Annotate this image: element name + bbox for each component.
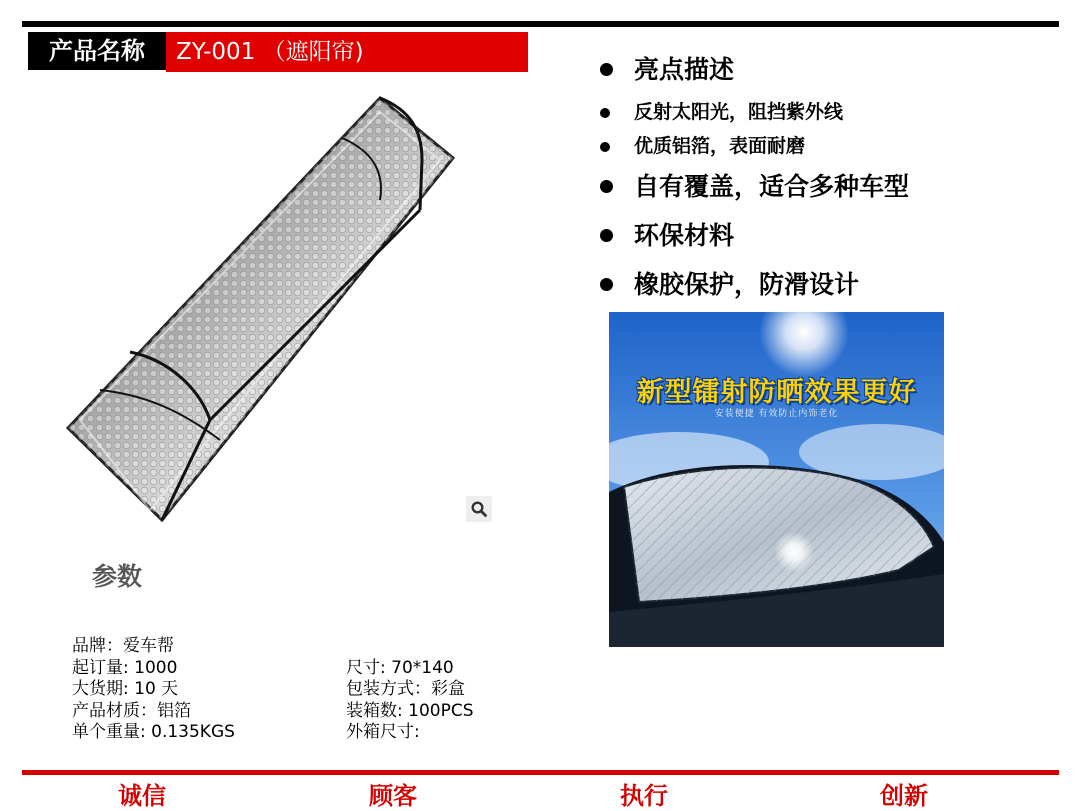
footer-word-execution: 执行 bbox=[620, 782, 668, 810]
spec-brand: 品牌：爱车帮 bbox=[72, 636, 174, 656]
product-photo bbox=[50, 90, 490, 530]
bullet-icon bbox=[600, 229, 613, 242]
spec-weight: 单个重量: 0.135KGS bbox=[72, 722, 235, 742]
highlight-text: 自有覆盖，适合多种车型 bbox=[634, 172, 910, 201]
highlight-item bbox=[600, 50, 909, 99]
highlight-item bbox=[600, 216, 909, 265]
promo-scene bbox=[609, 312, 944, 647]
product-name-label: 产品名称 bbox=[28, 32, 166, 70]
zoom-button[interactable] bbox=[466, 496, 492, 522]
highlight-text: 橡胶保护，防滑设计 bbox=[634, 270, 860, 299]
top-rule bbox=[22, 21, 1059, 27]
promo-headline: 新型镭射防晒效果更好 bbox=[636, 377, 917, 408]
specs-left bbox=[72, 636, 235, 744]
footer-word-customer: 顾客 bbox=[369, 782, 417, 810]
spec-lead-time: 大货期: 10 天 bbox=[72, 679, 179, 699]
footer-word-integrity: 诚信 bbox=[118, 782, 166, 810]
specs-right bbox=[346, 658, 474, 744]
spec-moq: 起订量: 1000 bbox=[72, 657, 178, 678]
bullet-icon bbox=[600, 108, 610, 118]
bullet-icon bbox=[600, 142, 610, 152]
spec-carton-qty: 装箱数: 100PCS bbox=[346, 700, 474, 721]
spec-size: 尺寸: 70*140 bbox=[346, 657, 454, 678]
promo-image bbox=[609, 312, 944, 647]
highlight-item bbox=[600, 99, 909, 133]
spec-packaging: 包装方式：彩盒 bbox=[346, 679, 465, 699]
bullet-icon bbox=[600, 278, 613, 291]
params-title: 参数 bbox=[92, 562, 143, 591]
magnifier-icon bbox=[466, 496, 492, 522]
highlight-text: 环保材料 bbox=[634, 221, 735, 250]
highlight-item bbox=[600, 265, 909, 314]
promo-subtext: 安装便捷 有效防止内饰老化 bbox=[714, 409, 839, 419]
highlight-text: 亮点描述 bbox=[634, 55, 735, 84]
highlight-text: 反射太阳光，阻挡紫外线 bbox=[634, 101, 844, 123]
highlight-item bbox=[600, 133, 909, 167]
highlights-list bbox=[600, 50, 909, 314]
highlight-text: 优质铝箔，表面耐磨 bbox=[634, 135, 806, 157]
spec-material: 产品材质：铝箔 bbox=[72, 700, 191, 721]
footer-word-innovation: 创新 bbox=[880, 782, 928, 810]
spec-carton-size: 外箱尺寸: bbox=[346, 722, 420, 742]
bullet-icon bbox=[600, 63, 613, 76]
product-name-value: ZY-001 （遮阳帘) bbox=[166, 32, 528, 72]
bottom-rule bbox=[22, 770, 1059, 775]
bullet-icon bbox=[600, 180, 613, 193]
sunshade-body bbox=[68, 98, 453, 520]
highlight-item bbox=[600, 167, 909, 216]
